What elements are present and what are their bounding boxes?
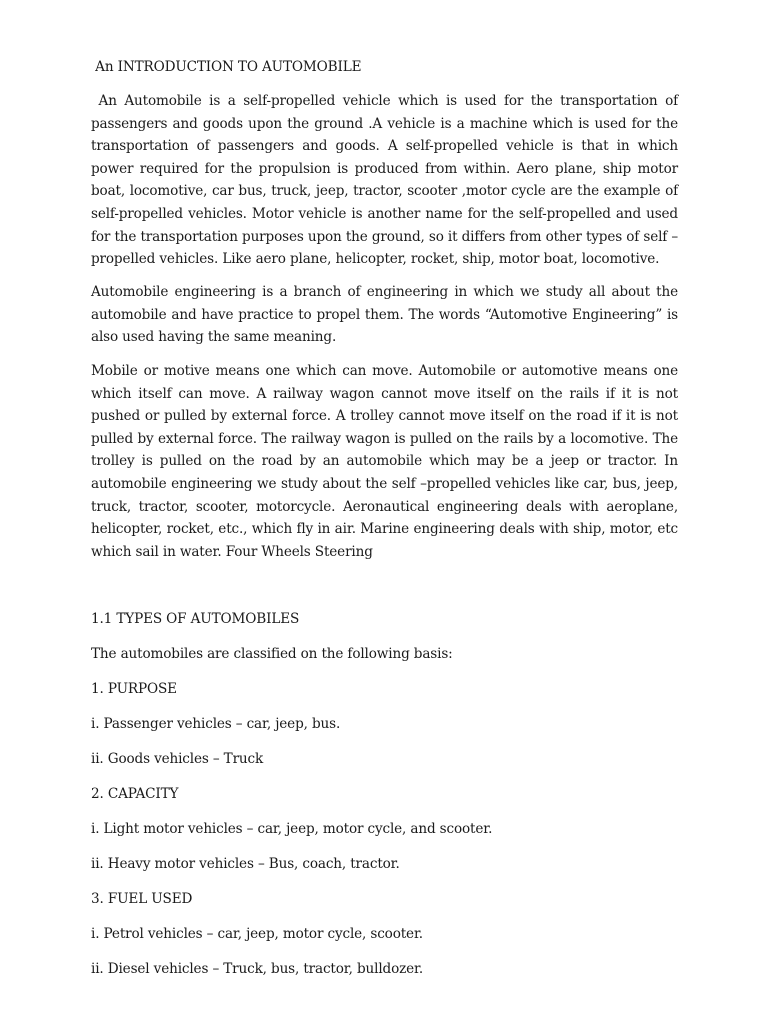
list-item: ii. Diesel vehicles – Truck, bus, tractor, bulldozer. bbox=[91, 961, 424, 977]
section-heading: 1.1 TYPES OF AUTOMOBILES bbox=[91, 611, 300, 627]
section-intro: The automobiles are classified on the following basis: bbox=[91, 646, 453, 662]
list-item: i. Passenger vehicles – car, jeep, bus. bbox=[91, 716, 341, 732]
document-title: An INTRODUCTION TO AUTOMOBILE bbox=[91, 59, 362, 75]
list-item: ii. Heavy motor vehicles – Bus, coach, tractor. bbox=[91, 856, 400, 872]
category-heading-purpose: 1. PURPOSE bbox=[91, 681, 177, 697]
list-item: i. Petrol vehicles – car, jeep, motor cycle, scooter. bbox=[91, 926, 423, 942]
list-item: i. Light motor vehicles – car, jeep, motor cycle, and scooter. bbox=[91, 821, 493, 837]
paragraph-intro: An Automobile is a self-propelled vehicle which is used for the transportation of passengers and goods upon the ground .A vehicle is a machine which is used for the transportation of passengers and goods. A self-propelled vehicle is that in which power required for the propulsion is produced from within. Aero plane, ship motor boat, locomotive, car bus, truck, jeep, tractor, scooter ,motor cycle are the example of self-propelled vehicles. Motor vehicle is another name for the self-propelled and used for the transportation purposes upon the ground, so it differs from other types of self – propelled vehicles. Like aero plane, helicopter, rocket, ship, motor boat, locomotive. bbox=[91, 93, 683, 268]
category-heading-fuel-used: 3. FUEL USED bbox=[91, 891, 193, 907]
paragraph-engineering: Automobile engineering is a branch of engineering in which we study all about the automobile and have practice to propel them. The words “Automotive Engineering” is also used having the same meaning. bbox=[91, 284, 678, 346]
category-heading-capacity: 2. CAPACITY bbox=[91, 786, 179, 802]
paragraph-mobile: Mobile or motive means one which can move. Automobile or automotive means one which itself can move. A railway wagon cannot move itself on the rails if it is not pushed or pulled by external force. A trolley cannot move itself on the road if it is not pulled by external force. The railway wagon is pulled on the rails by a locomotive. The trolley is pulled on the road by an automobile which may be a jeep or tractor. In automobile engineering we study about the self –propelled vehicles like car, bus, jeep, truck, tractor, scooter, motorcycle. Aeronautical engineering deals with aeroplane, helicopter, rocket, etc., which fly in air. Marine engineering deals with ship, motor, etc which sail in water. Four Wheels Steering bbox=[91, 363, 678, 560]
list-item: ii. Goods vehicles – Truck bbox=[91, 751, 264, 767]
